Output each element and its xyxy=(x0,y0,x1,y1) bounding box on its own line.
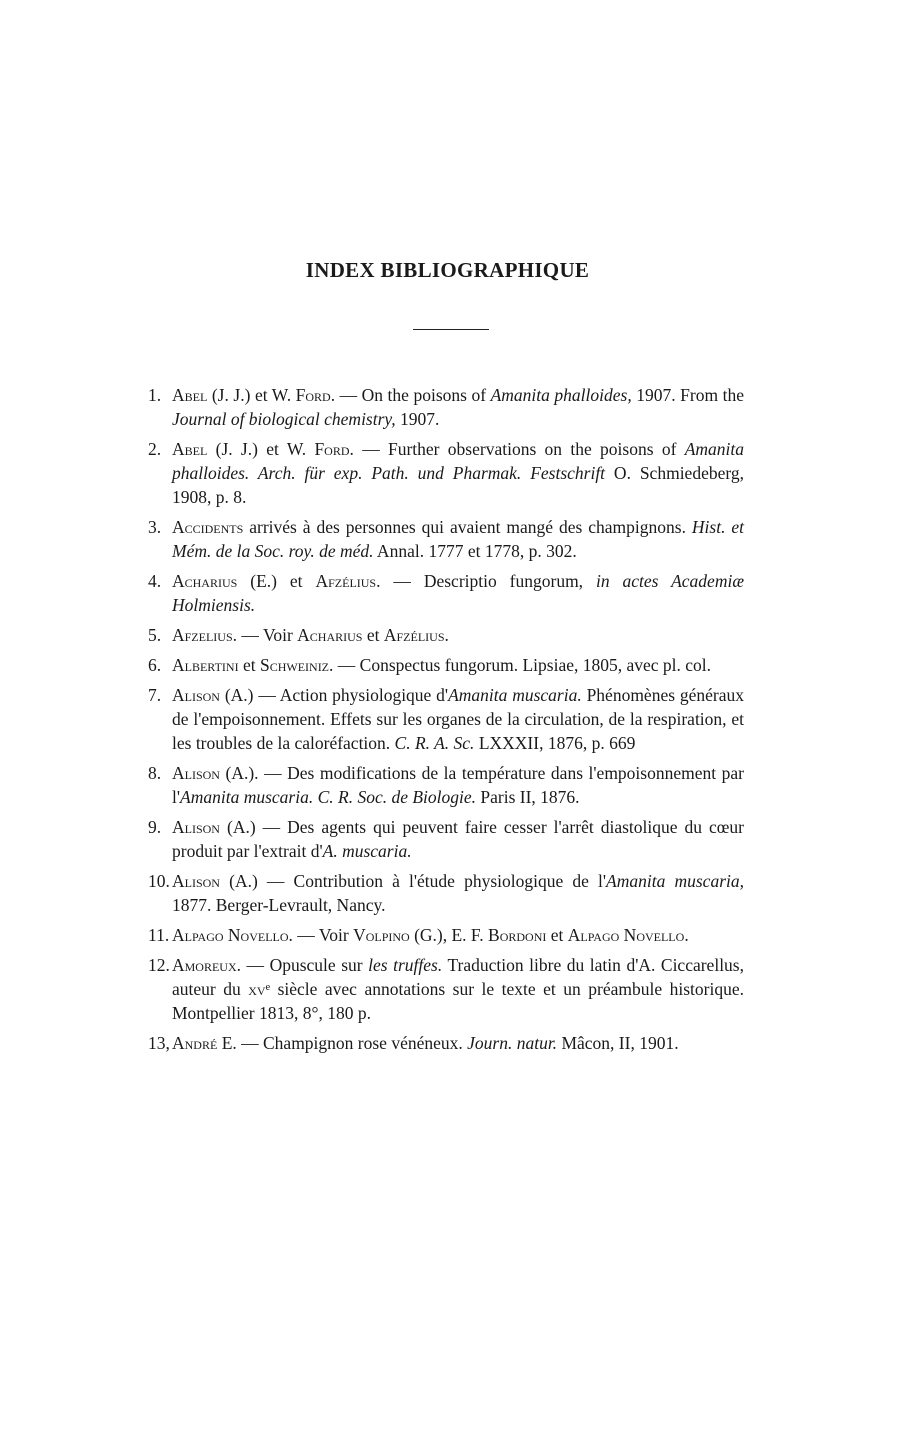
entry-text: (E.) et xyxy=(237,571,316,591)
entry-author: Alison xyxy=(172,763,220,783)
entry-text: . xyxy=(684,925,689,945)
entry-author: André xyxy=(172,1033,218,1053)
entry-text: arrivés à des personnes qui avaient mangé des champignons. xyxy=(243,517,692,537)
entry-text: (G.), E. F. xyxy=(409,925,489,945)
entry-text: et xyxy=(238,655,260,675)
bibliography-entry xyxy=(148,515,744,563)
entry-author: Alison xyxy=(172,817,220,837)
bibliography-entry xyxy=(148,653,744,677)
bibliography-entry xyxy=(148,683,744,755)
entry-author: Acharius xyxy=(172,571,238,591)
entry-number: 8. xyxy=(148,763,162,783)
entry-number: 2. xyxy=(148,439,162,459)
entry-text: . — Voir xyxy=(232,625,298,645)
entry-author: Albertini xyxy=(172,655,239,675)
entry-text: Paris II, 1876. xyxy=(476,787,580,807)
bibliography-entry xyxy=(148,383,744,431)
entry-text: et xyxy=(362,625,384,645)
entry-author: Volpino xyxy=(353,925,410,945)
entry-text: . — Further observations on the poisons of xyxy=(349,439,685,459)
entry-author: Schweiniz xyxy=(259,655,330,675)
entry-italic-text: Amanita muscaria. C. R. Soc. de Biologie. xyxy=(180,787,477,807)
entry-text: (J. J.) et W. xyxy=(207,439,315,459)
entry-text: . xyxy=(444,625,449,645)
entry-italic-text: les truffes. xyxy=(368,955,443,975)
entry-text: . — On the poisons of xyxy=(330,385,491,405)
entry-author: Ford xyxy=(314,439,350,459)
entry-italic-text: Journ. natur. xyxy=(467,1033,558,1053)
entry-number: 11. xyxy=(148,925,170,945)
entry-text: E. — Champignon rose vénéneux. xyxy=(217,1033,468,1053)
entry-italic-text: Amanita muscaria, xyxy=(606,871,744,891)
entry-author: Alpago Novello xyxy=(172,925,289,945)
entry-author: Accidents xyxy=(172,517,244,537)
entry-italic-text: Amanita muscaria. xyxy=(448,685,582,705)
bibliography-list xyxy=(148,383,744,1061)
bibliography-entry xyxy=(148,437,744,509)
entry-author: Afzélius xyxy=(383,625,445,645)
entry-author: Abel xyxy=(172,439,208,459)
entry-number: 3. xyxy=(148,517,162,537)
title-divider xyxy=(413,329,489,330)
entry-text: . — Opuscule sur xyxy=(236,955,369,975)
entry-number: 13, xyxy=(148,1033,170,1053)
entry-text: 1877. Berger-Levrault, Nancy. xyxy=(172,895,386,915)
entry-text: (A.) — Action physiologique d' xyxy=(219,685,449,705)
entry-text: . — Voir xyxy=(288,925,354,945)
entry-text: . — Conspectus fungorum. Lipsiae, 1805, avec pl. col. xyxy=(329,655,712,675)
entry-author: Afzélius xyxy=(315,571,377,591)
entry-text: Mâcon, II, 1901. xyxy=(557,1033,679,1053)
entry-author: xv xyxy=(248,979,266,999)
entry-author: Abel xyxy=(172,385,208,405)
entry-text: . — Descriptio fungorum, xyxy=(376,571,596,591)
page-title: INDEX BIBLIOGRAPHIQUE xyxy=(305,258,590,282)
bibliography-entry xyxy=(148,869,744,917)
entry-italic-text: Amanita phalloides. Arch. für exp. Path. und Pharmak. Festschrift xyxy=(172,439,745,483)
entry-number: 6. xyxy=(148,655,162,675)
entry-author: Alison xyxy=(172,871,220,891)
entry-number: 5. xyxy=(148,625,162,645)
bibliography-entry xyxy=(148,815,744,863)
entry-number: 12. xyxy=(148,955,170,975)
entry-italic-text: A. muscaria. xyxy=(322,841,412,861)
entry-text: Traduction libre du latin d'A. Ciccarellus, auteur du xyxy=(172,955,744,999)
entry-number: 4. xyxy=(148,571,162,591)
entry-italic-text: Amanita phalloides, xyxy=(490,385,632,405)
entry-text: O. Schmiedeberg, 1908, p. 8. xyxy=(172,463,744,507)
entry-text: 1907. From the xyxy=(631,385,744,405)
entry-text: ᵉ siècle avec annotations sur le texte et un préambule historique. Montpellier 1813, 8°, 180 p. xyxy=(172,979,744,1023)
entry-italic-text: Journal of biological chemistry, xyxy=(172,409,396,429)
entry-text: (A.). — Des modifications de la température dans l'empoisonnement par l' xyxy=(172,763,744,807)
entry-text: Phénomènes généraux de l'empoisonnement. Effets sur les organes de la circulation, de la respiration, et les troubles de la caloréfaction. xyxy=(172,685,744,753)
entry-text: (A.) — Des agents qui peuvent faire cesser l'arrêt diastolique du cœur produit par l'extrait d' xyxy=(172,817,744,861)
entry-text: 1907. xyxy=(395,409,440,429)
entry-author: Ford xyxy=(295,385,331,405)
entry-italic-text: in actes Academiæ Holmiensis. xyxy=(172,571,744,615)
bibliography-entry xyxy=(148,623,744,647)
entry-number: 1. xyxy=(148,385,162,405)
entry-text: LXXXII, 1876, p. 669 xyxy=(474,733,636,753)
entry-number: 10. xyxy=(148,871,170,891)
entry-author: Afzelius xyxy=(172,625,233,645)
entry-author: Amoreux xyxy=(172,955,237,975)
entry-author: Acharius xyxy=(297,625,363,645)
bibliography-entry xyxy=(148,953,744,1025)
entry-italic-text: C. R. A. Sc. xyxy=(394,733,475,753)
entry-text: et xyxy=(546,925,568,945)
entry-author: Bordoni xyxy=(488,925,547,945)
entry-text: (A.) — Contribution à l'étude physiologique de l' xyxy=(219,871,607,891)
bibliography-entry xyxy=(148,569,744,617)
entry-number: 7. xyxy=(148,685,162,705)
entry-author: Alison xyxy=(172,685,220,705)
entry-author: Alpago Novello xyxy=(567,925,685,945)
bibliography-entry xyxy=(148,1031,744,1055)
bibliography-entry xyxy=(148,761,744,809)
entry-text: (J. J.) et W. xyxy=(207,385,296,405)
bibliography-entry xyxy=(148,923,744,947)
entry-italic-text: Hist. et Mém. de la Soc. roy. de méd. xyxy=(172,517,744,561)
entry-number: 9. xyxy=(148,817,162,837)
entry-text: Annal. 1777 et 1778, p. 302. xyxy=(373,541,577,561)
